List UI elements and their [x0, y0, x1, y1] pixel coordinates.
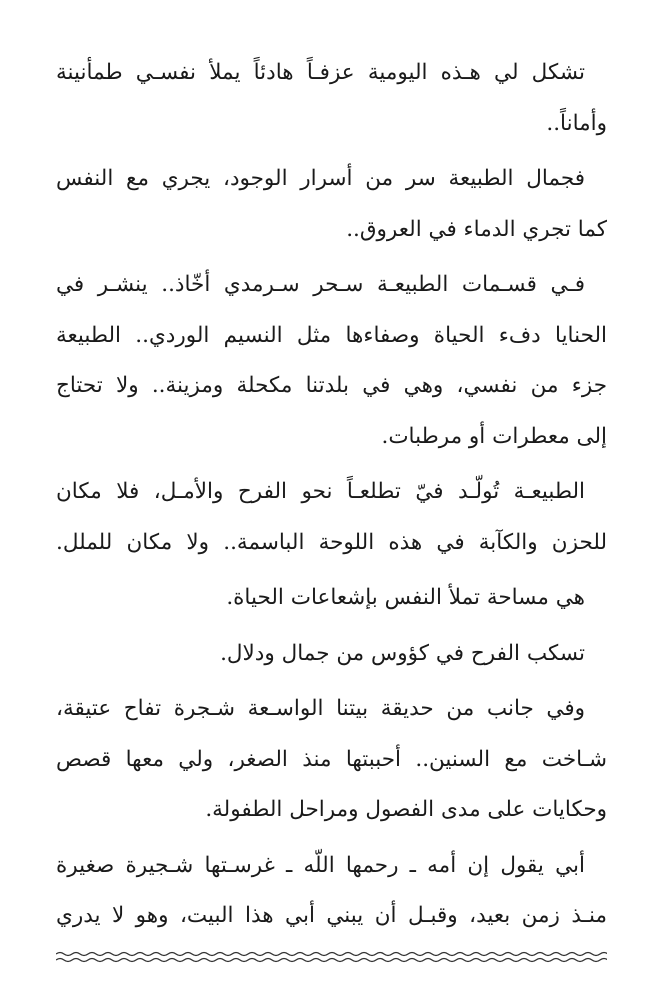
page-body: [56, 48, 607, 947]
text-line: وحكايات على مدى الفصول ومراحل الطفولة.: [205, 797, 607, 822]
wavy-divider-line-2: [56, 959, 607, 962]
paragraph-8: [56, 841, 607, 942]
text-line: هي مساحة تملأ النفس بإشعاعات الحياة.: [226, 585, 585, 610]
text-line: فجمال الطبيعة سر من أسرار الوجود، يجري مع النفس: [56, 166, 585, 191]
paragraph-1: [56, 48, 607, 149]
text-line: تسكب الفرح في كؤوس من جمال ودلال.: [220, 640, 585, 666]
text-line: أبي يقول إن أمه ـ رحمها اللّه ـ غرسـتها شـجيرة صغيرة: [56, 852, 585, 878]
text-line: فـي قسـمات الطبيعـة سـحر سـرمدي أخّاذ.. ينشـر في: [56, 272, 585, 297]
text-line: الطبيعـة تُولّـد فيّ تطلعـاً نحو الفرح والأمـل، فلا مكان: [56, 479, 585, 504]
text-line: إلى معطرات أو مرطبات.: [381, 423, 607, 449]
text-line: وأماناً..: [546, 110, 607, 136]
text-line: وفي جانب من حديقة بيتنا الواسـعة شـجرة تفاح عتيقة،: [56, 696, 585, 721]
paragraph-2: [56, 154, 607, 255]
wavy-divider-line-1: [56, 953, 607, 956]
paragraph-6: [56, 629, 607, 680]
text-line: شـاخت مع السنين.. أحببتها منذ الصغر، ولي معها قصص: [56, 746, 607, 772]
paragraph-5: [56, 573, 607, 624]
text-line: منـذ زمن بعيد، وقبـل أن يبني أبي هذا البيت، وهو لا يدري: [56, 903, 607, 928]
text-line: تشكل لي هـذه اليومية عزفـاً هادئاً يملأ نفسـي طمأنينة: [56, 60, 585, 85]
text-line: للحزن والكآبة في هذه اللوحة الباسمة.. ولا مكان للملل.: [56, 529, 607, 555]
wavy-divider: [56, 950, 607, 964]
paragraph-4: [56, 467, 607, 568]
paragraph-7: [56, 684, 607, 836]
text-line: جزء من نفسي، وهي في بلدتنا مكحلة ومزينة.. ولا تحتاج: [56, 373, 607, 398]
text-line: كما تجري الدماء في العروق..: [346, 216, 607, 242]
paragraph-3: [56, 260, 607, 462]
text-line: الحنايا دفء الحياة وصفاءها مثل النسيم الوردي.. الطبيعة: [56, 322, 607, 348]
